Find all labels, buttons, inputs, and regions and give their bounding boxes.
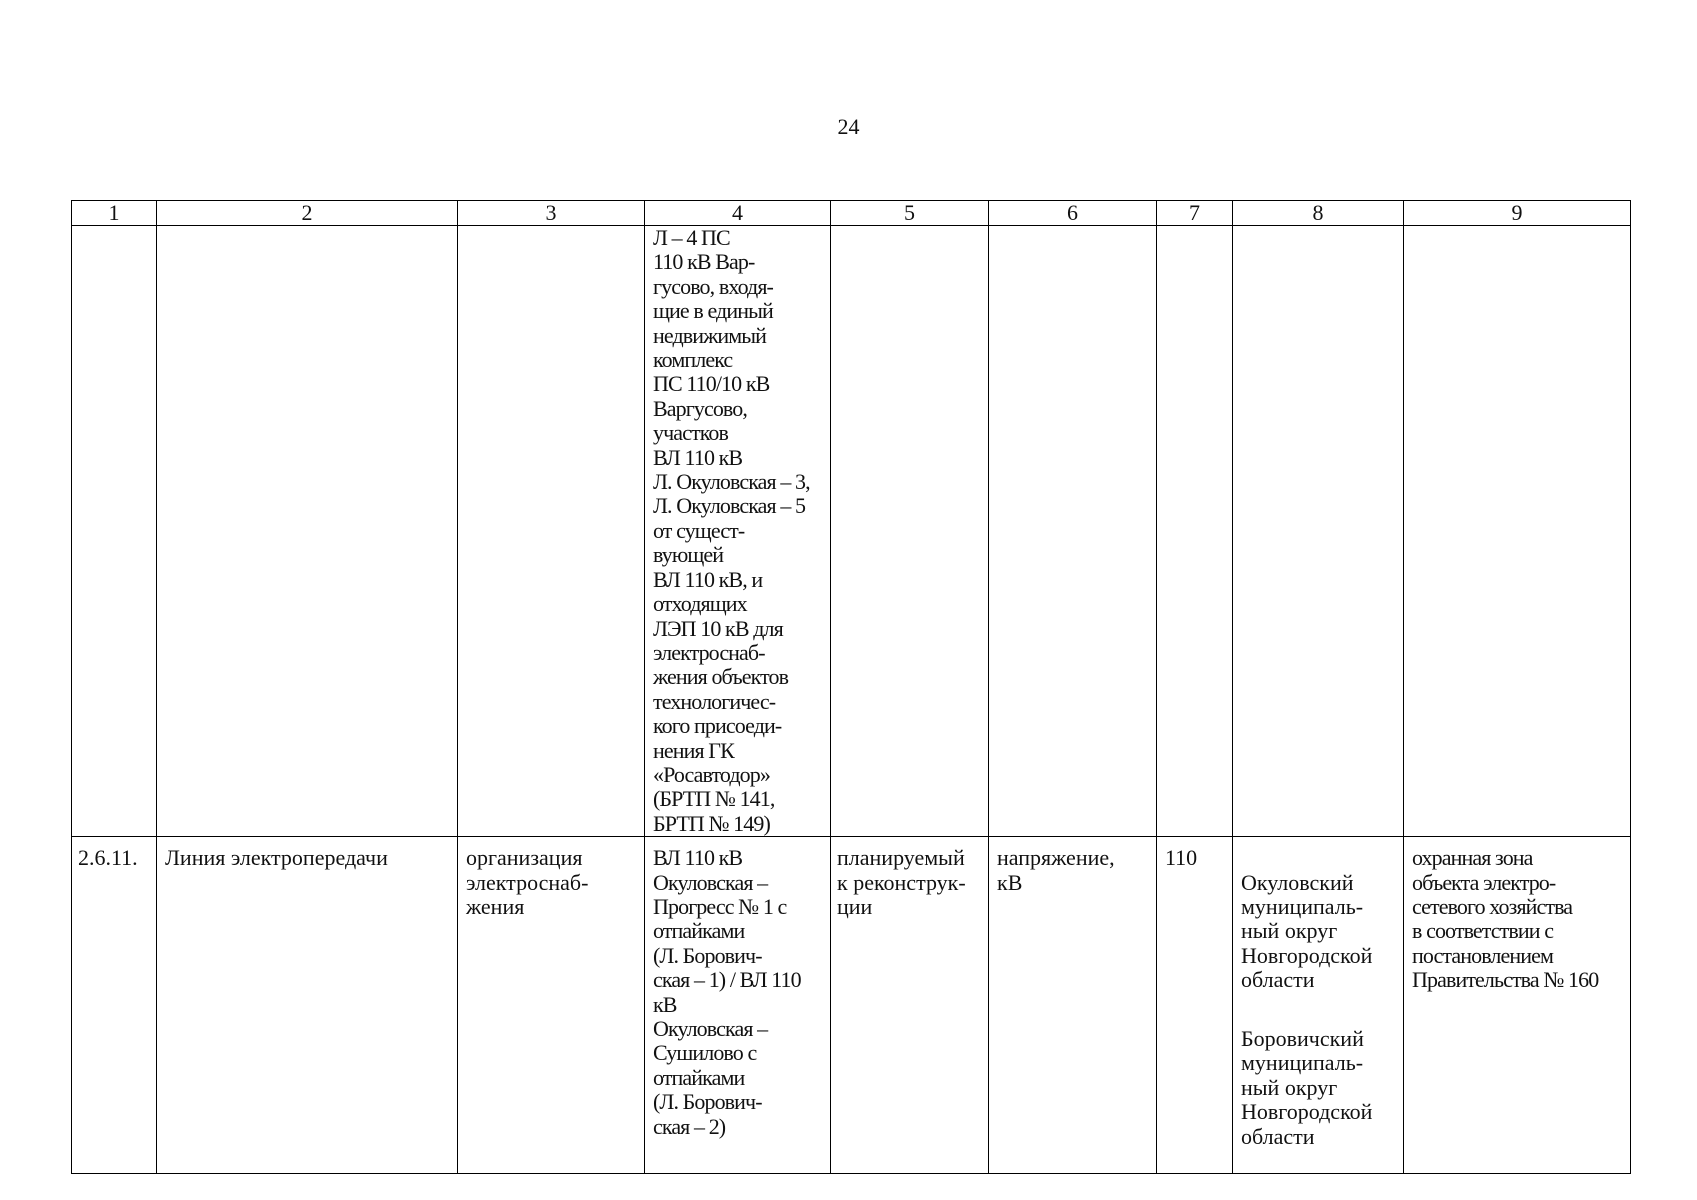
cell-purpose: организация электроснаб- жения — [458, 837, 645, 1174]
column-header-4: 4 — [645, 201, 831, 226]
cell-zone: охранная зона объекта электро- сетевого хозяйства в соответствии с постановлением Правительства № 160 — [1404, 837, 1631, 1174]
cell-empty — [989, 226, 1157, 837]
column-header-5: 5 — [831, 201, 989, 226]
cell-object-continued: Л – 4 ПС 110 кВ Вар- гусово, входя- щие в единый недвижимый комплекс ПС 110/10 кВ Варгусово, участков ВЛ 110 кВ Л. Окуловская – 3, Л. Окуловская – 5 от сущест- вующей ВЛ 110 кВ, и отходящих ЛЭП 10 кВ для электроснаб- жения объектов технологичес- кого присоеди- нения ГК «Росавтодор» (БРТП № 141, БРТП № 149) — [645, 226, 831, 837]
cell-empty — [831, 226, 989, 837]
cell-empty — [1233, 226, 1404, 837]
cell-empty — [72, 226, 157, 837]
table-row-continuation — [72, 226, 1631, 837]
column-header-3: 3 — [458, 201, 645, 226]
column-header-2: 2 — [157, 201, 458, 226]
column-header-9: 9 — [1404, 201, 1631, 226]
cell-location — [1233, 837, 1404, 1174]
column-header-6: 6 — [989, 201, 1157, 226]
cell-empty — [1404, 226, 1631, 837]
column-header-8: 8 — [1233, 201, 1404, 226]
table-row-2-6-11 — [72, 837, 1631, 1174]
cell-characteristic: напряжение, кВ — [989, 837, 1157, 1174]
cell-status: планируемый к реконструк- ции — [831, 837, 989, 1174]
cell-name: Линия электропередачи — [157, 837, 458, 1174]
cell-object: ВЛ 110 кВ Окуловская – Прогресс № 1 с отпайками (Л. Борович- ская – 1) / ВЛ 110 кВ Окуловская – Сушилово с отпайками (Л. Борович- ская – 2) — [645, 837, 831, 1174]
cell-empty — [157, 226, 458, 837]
column-header-1: 1 — [72, 201, 157, 226]
page-number: 24 — [837, 114, 860, 139]
column-header-7: 7 — [1157, 201, 1233, 226]
cell-number: 2.6.11. — [72, 837, 157, 1174]
location-okulovsky: Окуловский муниципаль- ный округ Новгородской области — [1241, 869, 1373, 993]
cell-empty — [1157, 226, 1233, 837]
cell-empty — [458, 226, 645, 837]
table-header-row — [72, 201, 1631, 226]
location-borovichsky: Боровичский муниципаль- ный округ Новгородской области — [1241, 1026, 1373, 1149]
cell-value: 110 — [1157, 837, 1233, 1174]
document-table — [71, 200, 1631, 1174]
